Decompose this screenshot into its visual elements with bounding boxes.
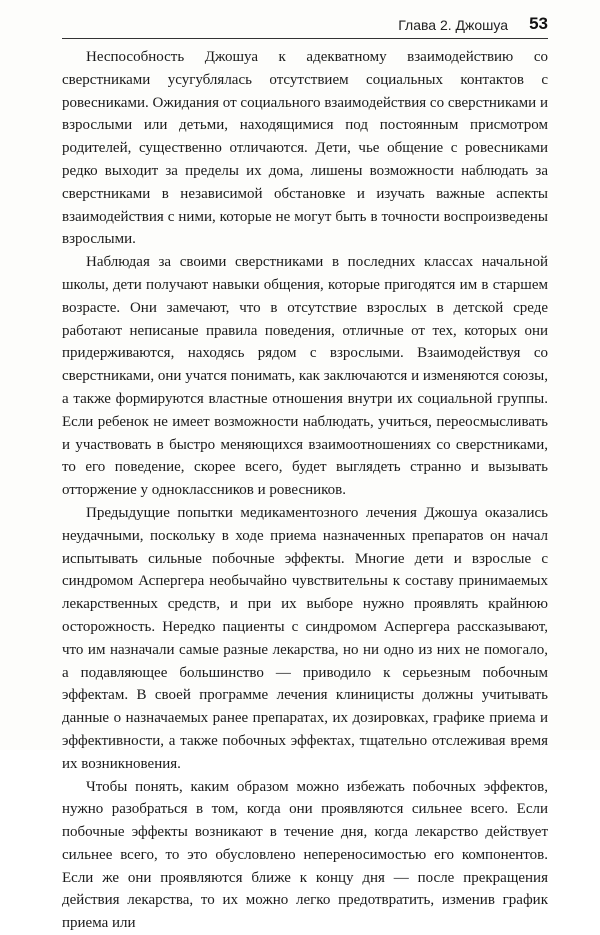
page-number: 53 xyxy=(529,14,548,34)
paragraph-3: Предыдущие попытки медикаментозного лечения Джошуа оказались неудачными, поскольку в ходе приема назначенных препаратов он начал испытывать сильные побочные эффекты. Многие дети и взрослые с синдромом Аспергера необычайно чувствительны к составу принимаемых лекарственных средств, и при их выборе нужно проявлять крайнюю осторожность. Нередко пациенты с синдромом Аспергера рассказывают, что им назначали самые разные лекарства, но ни одно из них не помогало, а подавляющее большинство — приводило к серьезным побочным эффектам. В своей программе лечения клиницисты должны учитывать данные о назначаемых ранее препаратах, их дозировках, графике приема и эффективности, а также побочных эффектах, тщательно отслеживая время их возникновения. xyxy=(62,502,548,776)
paragraph-2: Наблюдая за своими сверстниками в последних классах начальной школы, дети получают навыки общения, которые пригодятся им в старшем возрасте. Они замечают, что в отсутствие взрослых в детской среде работают неписаные правила поведения, отличные от тех, которых они придерживаются, находясь рядом с взрослыми. Взаимодействуя со сверстниками, они учатся понимать, как заключаются и изменяются союзы, а также формируются властные отношения внутри их социальной группы. Если ребенок не имеет возможности наблюдать, учиться, переосмысливать и участвовать в быстро меняющихся взаимоотношениях со сверстниками, то его поведение, скорее всего, будет выглядеть странно и вызывать отторжение у одноклассников и ровесников. xyxy=(62,251,548,502)
paragraph-4: Чтобы понять, каким образом можно избежать побочных эффектов, нужно разобраться в том, когда они проявляются сильнее всего. Если побочные эффекты возникают в течение дня, когда лекарство действует сильнее всего, то это обусловлено непереносимостью его компонентов. Если же они проявляются ближе к концу дня — после прекращения действия лекарства, то их можно легко предотвратить, изменив график приема или xyxy=(62,776,548,935)
body-text xyxy=(62,46,548,935)
chapter-title: Глава 2. Джошуа xyxy=(398,17,508,33)
running-head xyxy=(62,14,548,39)
paragraph-1: Неспособность Джошуа к адекватному взаимодействию со сверстниками усугублялась отсутствием социальных контактов с ровесниками. Ожидания от социального взаимодействия со сверстниками и взрослыми или детьми, находящимися под постоянным присмотром родителей, существенно отличаются. Дети, чье общение с ровесниками редко выходит за пределы их дома, лишены возможности наблюдать за сверстниками в независимой обстановке и изучать важные аспекты взаимодействия с ними, которые не могут быть в точности воспроизведены взрослыми. xyxy=(62,46,548,251)
